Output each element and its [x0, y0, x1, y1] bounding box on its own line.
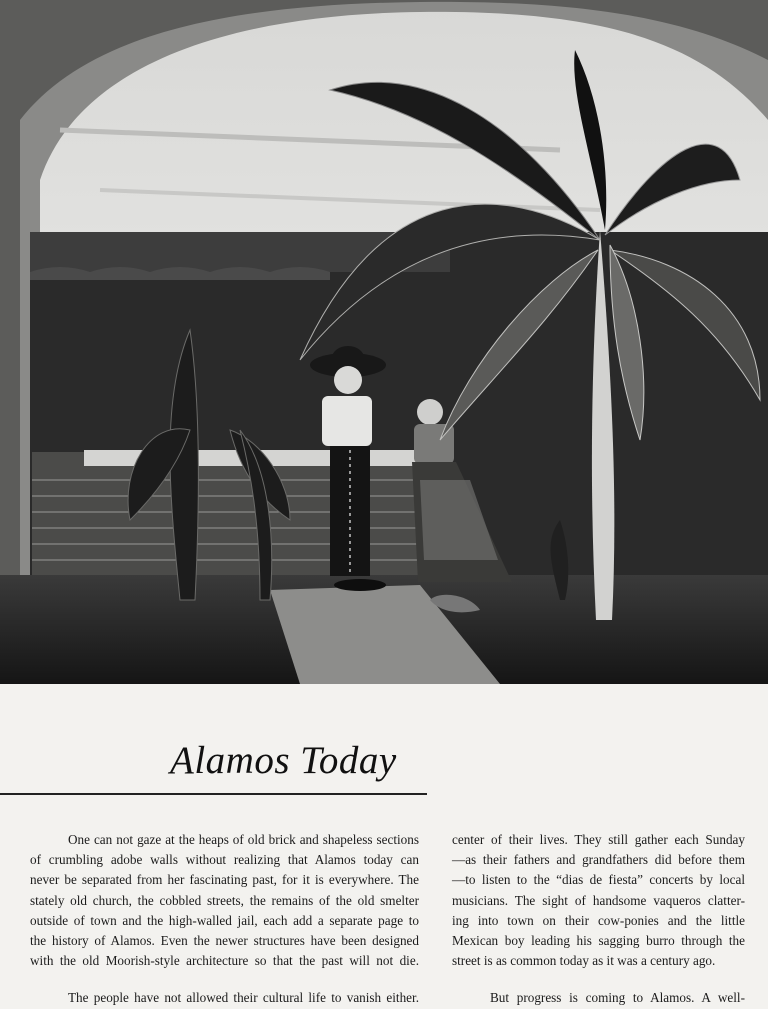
left-line-1: One can not gaze at the heaps of old brick and shapeless sections: [68, 832, 419, 847]
left-line-5: outside of town and the high-walled jail, each add a separate page to: [30, 912, 419, 928]
right-line-3: —to listen to the “dias de fiesta” concerts by local: [452, 872, 745, 888]
left-line-8: The people have not allowed their cultural life to vanish either.: [68, 990, 419, 1006]
paragraph-gap: [452, 971, 745, 988]
left-line-2: of crumbling adobe walls without realizing that Alamos today can: [30, 852, 419, 868]
left-line-6: the history of Alamos. Even the newer structures have been designed: [30, 933, 419, 949]
left-line-4: stately old church, the cobbled streets, the remains of the old smelter: [30, 892, 419, 908]
left-line-7: with the old Moorish-style architecture so that the past will not die.: [30, 953, 419, 969]
right-line-8: But progress is coming to Alamos. A well-: [490, 990, 745, 1006]
article-title: Alamos Today: [170, 739, 397, 782]
left-line-3: never be separated from her fascinating past, for it is everywhere. The: [30, 872, 419, 888]
right-line-2: —as their fathers and grandfathers did before them: [452, 852, 745, 868]
right-line-4: musicians. The sight of handsome vaqueros clatter-: [452, 892, 745, 908]
right-line-7: street is as common today as it was a century ago.: [452, 953, 716, 969]
left-column: [30, 830, 419, 1009]
right-line-6: Mexican boy leading his sagging burro through the: [452, 933, 745, 949]
title-divider: [0, 793, 427, 795]
right-line-1: center of their lives. They still gather each Sunday: [452, 832, 745, 847]
right-column: [452, 830, 745, 1009]
paragraph-gap: [30, 971, 419, 988]
right-line-5: ing into town on their cow-ponies and the little: [452, 912, 745, 928]
scalloped-trim: [30, 267, 330, 280]
